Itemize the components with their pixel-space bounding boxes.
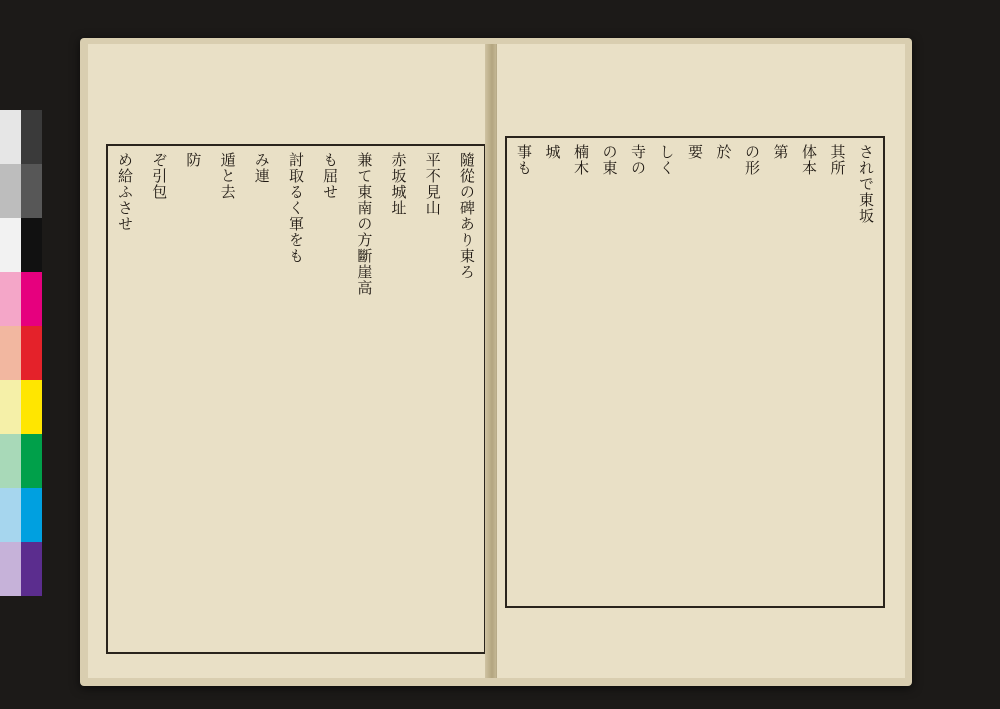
color-swatch — [0, 110, 21, 164]
text-column: 防 — [184, 152, 203, 168]
text-column: 城 — [543, 144, 562, 160]
left-text-columns — [114, 152, 478, 646]
text-column: 寺の — [629, 144, 647, 176]
text-column: 第 — [771, 144, 790, 160]
text-column: 兼て東南の方斷崖高 — [355, 152, 374, 296]
text-column: ぞ引包 — [150, 152, 169, 200]
color-swatch — [0, 218, 21, 272]
color-swatch — [21, 218, 42, 272]
text-column: 平不見山 — [423, 152, 442, 216]
text-column: め給ふさせ — [116, 152, 134, 232]
text-column: 遁と去 — [218, 152, 237, 200]
color-swatch — [21, 110, 42, 164]
color-swatch — [21, 380, 42, 434]
text-column: 事も — [515, 144, 533, 176]
color-swatch — [21, 326, 42, 380]
text-column: 隨從の碑あり東ろ — [457, 152, 476, 280]
text-column: も屈せ — [321, 152, 340, 200]
text-column: 於 — [714, 144, 733, 160]
color-swatch — [0, 380, 21, 434]
text-column: 要 — [686, 144, 704, 160]
color-swatch — [21, 272, 42, 326]
right-page — [496, 44, 905, 678]
text-column: の形 — [743, 144, 761, 176]
text-column: しく — [657, 144, 676, 176]
text-column: 討取るく軍をも — [286, 152, 305, 264]
color-swatch — [0, 434, 21, 488]
color-swatch — [0, 542, 21, 596]
color-swatch — [0, 272, 21, 326]
color-swatch — [21, 488, 42, 542]
color-swatch — [21, 434, 42, 488]
left-text-frame — [106, 144, 486, 654]
text-column: されで東坂 — [857, 144, 875, 224]
color-swatch — [0, 164, 21, 218]
text-column: 体本 — [800, 144, 818, 176]
color-swatch — [0, 326, 21, 380]
color-swatch — [21, 164, 42, 218]
open-book — [80, 38, 912, 686]
left-page — [88, 44, 495, 678]
color-swatch — [0, 488, 21, 542]
text-column: 赤坂城址 — [389, 152, 408, 216]
right-text-frame — [505, 136, 885, 608]
right-text-columns — [513, 144, 877, 600]
text-column: の東 — [600, 144, 619, 176]
color-swatch — [21, 542, 42, 596]
text-column: 其所 — [828, 144, 847, 176]
text-column: み連 — [252, 152, 271, 184]
text-column: 楠木 — [572, 144, 590, 176]
color-calibration-strip — [0, 110, 42, 596]
